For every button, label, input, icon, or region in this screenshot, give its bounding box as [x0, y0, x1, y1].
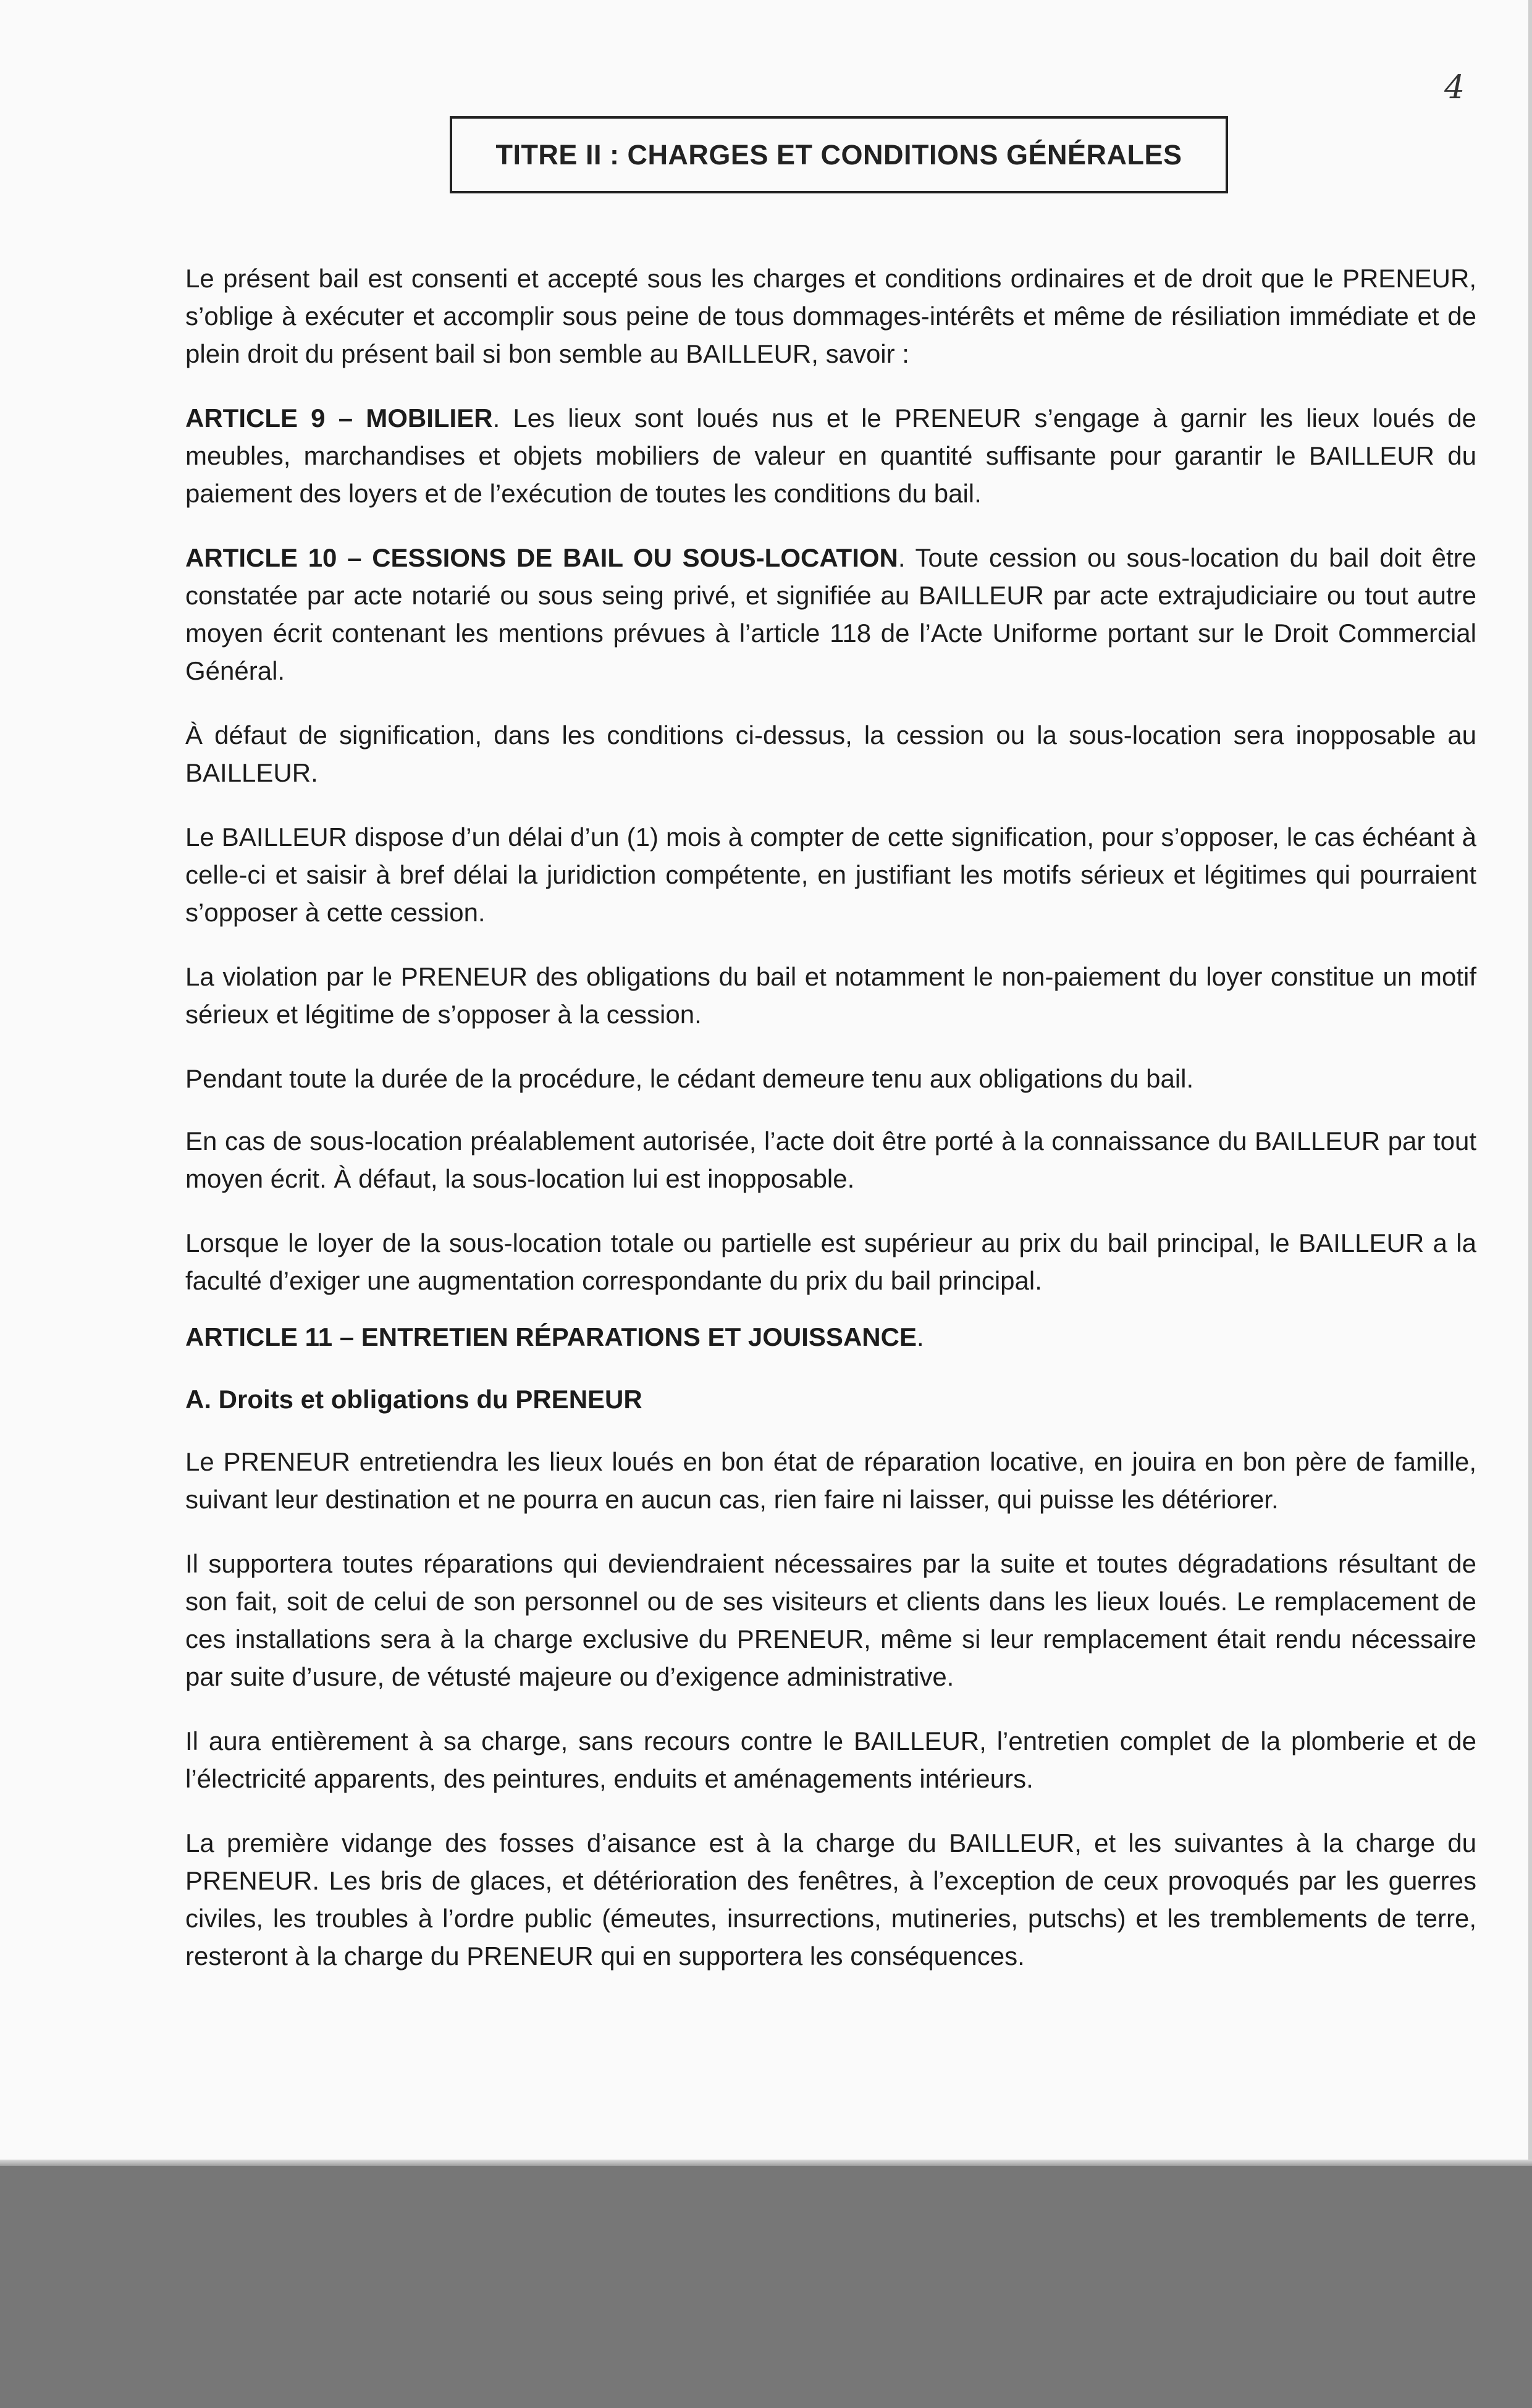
- article-11-title-suffix: .: [916, 1322, 924, 1351]
- intro-paragraph: Le présent bail est consenti et accepté sous les charges et conditions ordinaires et de droit que le PRENEUR, s’oblige à exécuter et accomplir sous peine de tous dommages-intérêts et même de résiliation immédiate et de plein droit du présent bail si bon semble au BAILLEUR, savoir :: [185, 264, 1476, 368]
- article-10-paragraph: En cas de sous-location préalablement autorisée, l’acte doit être porté à la connaissance du BAILLEUR par tout moyen écrit. À défaut, la sous-location lui est inopposable.: [185, 1126, 1476, 1193]
- article-11-subheading: A. Droits et obligations du PRENEUR: [185, 1385, 642, 1414]
- article-10-paragraph: À défaut de signification, dans les conditions ci-dessus, la cession ou la sous-location sera inopposable au BAILLEUR.: [185, 720, 1476, 787]
- article-10-paragraph: Le BAILLEUR dispose d’un délai d’un (1) mois à compter de cette signification, pour s’opposer, le cas échéant à celle-ci et saisir à bref délai la juridiction compétente, en justifiant les motifs sérieux et légitimes qui pourraient s’opposer à cette cession.: [185, 822, 1476, 927]
- article-9: [185, 399, 1476, 512]
- article-10-paragraph: La violation par le PRENEUR des obligations du bail et notamment le non-paiement du loyer constitue un motif sérieux et légitime de s’opposer à la cession.: [185, 962, 1476, 1029]
- article-10-paragraph: Pendant toute la durée de la procédure, le cédant demeure tenu aux obligations du bail.: [185, 1064, 1194, 1093]
- page-title: TITRE II : CHARGES ET CONDITIONS GÉNÉRALES: [495, 138, 1182, 171]
- article-11-paragraph: Le PRENEUR entretiendra les lieux loués en bon état de réparation locative, en jouira en bon père de famille, suivant leur destination et ne pourra en aucun cas, rien faire ni laisser, qui puisse les détériorer.: [185, 1447, 1476, 1514]
- article-11-heading: [185, 1318, 1476, 1356]
- article-9-heading: ARTICLE 9 – MOBILIER: [185, 403, 493, 433]
- article-9-text: . Les lieux sont loués nus et le PRENEUR s’engage à garnir les lieux loués de meubles, marchandises et objets mobiliers de valeur en quantité suffisante pour garantir le BAILLEUR du paiement des loyers et de l’exécution de toutes les conditions du bail.: [185, 403, 1476, 508]
- article-10-heading: ARTICLE 10 – CESSIONS DE BAIL OU SOUS-LOCATION: [185, 543, 898, 572]
- article-11-title: ARTICLE 11 – ENTRETIEN RÉPARATIONS ET JOUISSANCE: [185, 1322, 917, 1351]
- article-10: [185, 539, 1476, 690]
- article-11-paragraph: Il aura entièrement à sa charge, sans recours contre le BAILLEUR, l’entretien complet de la plomberie et de l’électricité apparents, des peintures, enduits et aménagements intérieurs.: [185, 1726, 1476, 1793]
- article-11-paragraph: Il supportera toutes réparations qui deviendraient nécessaires par la suite et toutes dégradations résultant de son fait, soit de celui de son personnel ou de ses visiteurs et clients dans les lieux loués. Le remplacement de ces installations sera à la charge exclusive du PRENEUR, même si leur remplacement était rendu nécessaire par suite d’usure, de vétusté majeure ou d’exigence administrative.: [185, 1549, 1476, 1691]
- page-number: 4: [1444, 69, 1465, 106]
- article-10-paragraph: Lorsque le loyer de la sous-location totale ou partielle est supérieur au prix du bail principal, le BAILLEUR a la faculté d’exiger une augmentation correspondante du prix du bail principal.: [185, 1228, 1476, 1295]
- article-10-text: . Toute cession ou sous-location du bail doit être constatée par acte notarié ou sous seing privé, et signifiée au BAILLEUR par acte extrajudiciaire ou tout autre moyen écrit contenant les mentions prévues à l’article 118 de l’Acte Uniforme portant sur le Droit Commercial Général.: [185, 543, 1477, 685]
- article-11-paragraph: La première vidange des fosses d’aisance est à la charge du BAILLEUR, et les suivantes à la charge du PRENEUR. Les bris de glaces, et détérioration des fenêtres, à l’exception de ceux provoqués par les guerres civiles, les troubles à l’ordre public (émeutes, insurrections, mutineries, putschs) et les tremblements de terre, resteront à la charge du PRENEUR qui en supportera les conséquences.: [185, 1828, 1476, 1971]
- title-box: [450, 116, 1228, 193]
- document-body: [185, 260, 1476, 2001]
- scanner-background: [0, 2166, 1532, 2408]
